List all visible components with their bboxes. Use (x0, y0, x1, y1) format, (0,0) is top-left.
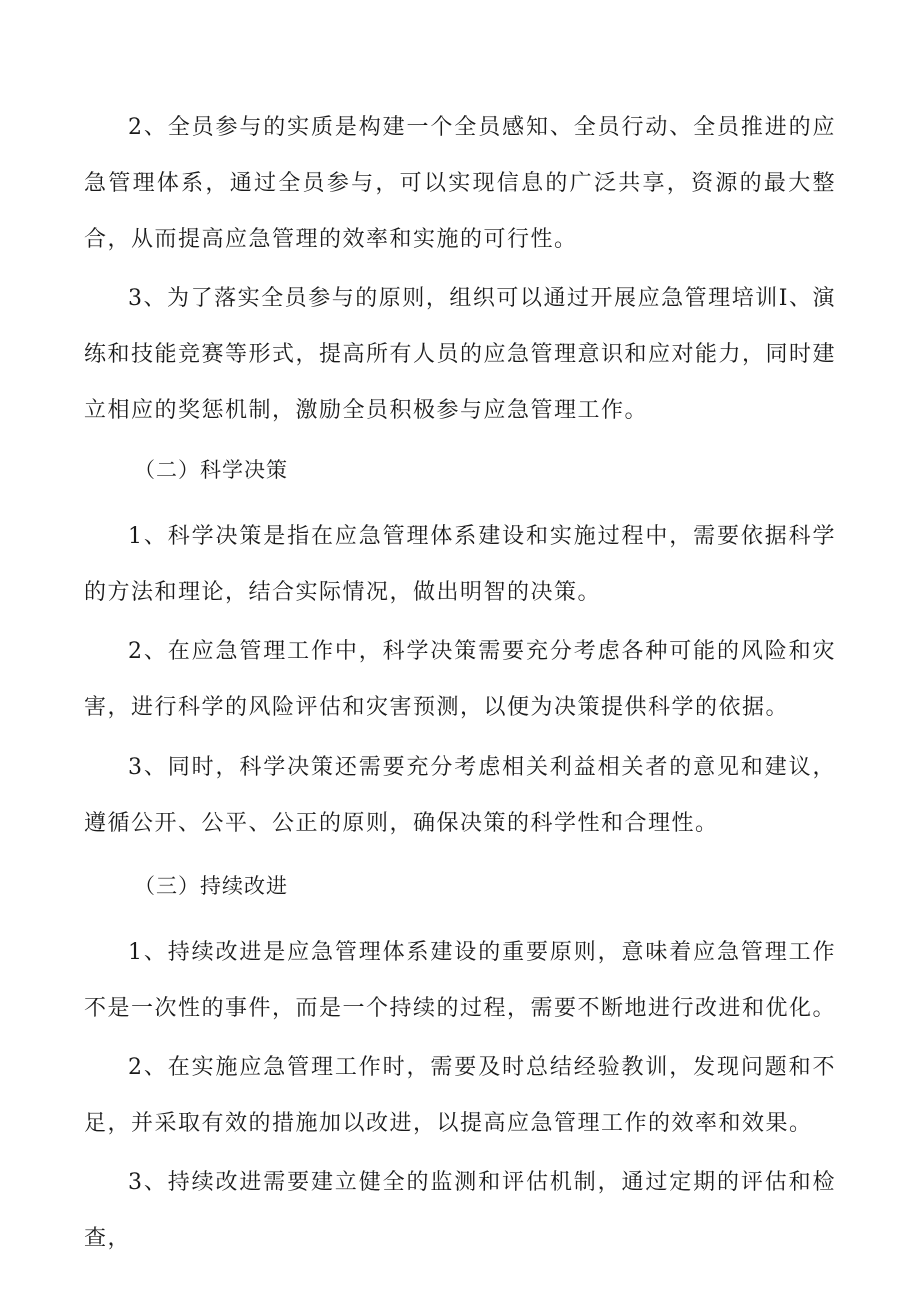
paragraph-continuous-improvement-lessons: 2、在实施应急管理工作时，需要及时总结经验教训，发现问题和不足，并采取有效的措施加以改进，以提高应急管理工作的效率和效果。 (84, 1055, 836, 1136)
paragraph-scientific-decision-risk: 2、在应急管理工作中，科学决策需要充分考虑各种可能的风险和灾害，进行科学的风险评估和灾害预测，以便为决策提供科学的依据。 (84, 639, 836, 720)
section-heading-continuous-improvement: （三）持续改进 (134, 874, 288, 898)
paragraph-continuous-improvement-monitoring: 3、持续改进需要建立健全的监测和评估机制，通过定期的评估和检查， (84, 1170, 836, 1251)
paragraph-full-participation-essence: 2、全员参与的实质是构建一个全员感知、全员行动、全员推进的应急管理体系，通过全员参与，可以实现信息的广泛共享，资源的最大整合，从而提高应急管理的效率和实施的可行性。 (84, 115, 836, 252)
paragraph-full-participation-implementation: 3、为了落实全员参与的原则，组织可以通过开展应急管理培训I、演练和技能竞赛等形式，提高所有人员的应急管理意识和应对能力，同时建立相应的奖惩机制，激励全员积极参与应急管理工作。 (84, 286, 837, 423)
paragraph-continuous-improvement-principle: 1、持续改进是应急管理体系建设的重要原则，意味着应急管理工作不是一次性的事件，而是一个持续的过程，需要不断地进行改进和优化。 (84, 940, 837, 1021)
paragraph-scientific-decision-stakeholders: 3、同时，科学决策还需要充分考虑相关利益相关者的意见和建议，遵循公开、公平、公正的原则，确保决策的科学性和合理性。 (84, 755, 836, 836)
paragraph-scientific-decision-definition: 1、科学决策是指在应急管理体系建设和实施过程中，需要依据科学的方法和理论，结合实际情况，做出明智的决策。 (84, 524, 836, 605)
section-heading-scientific-decision: （二）科学决策 (134, 458, 288, 482)
